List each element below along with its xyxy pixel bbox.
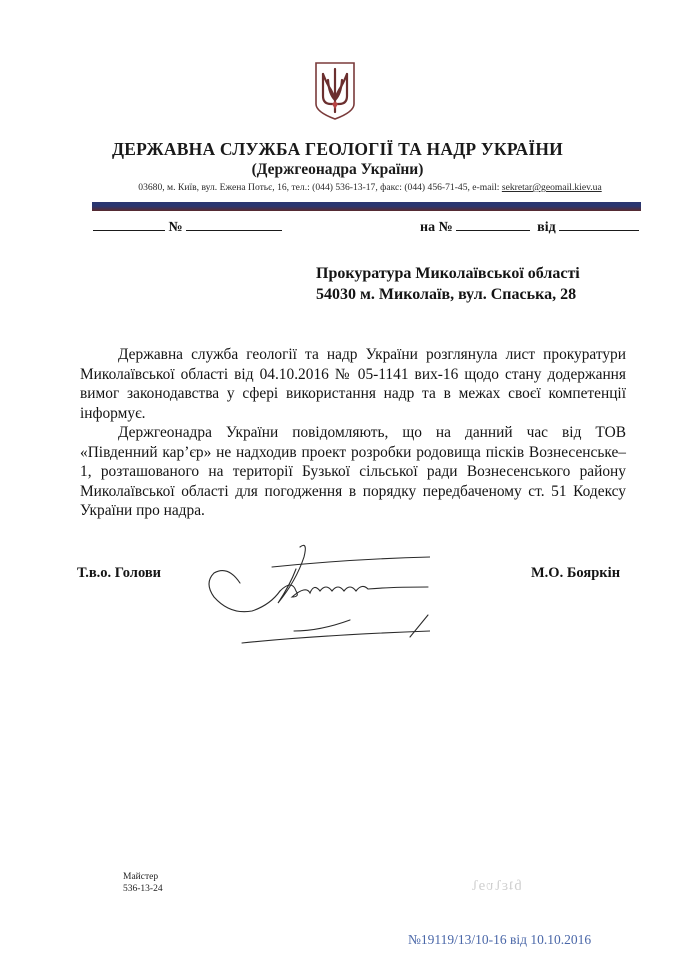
addressee-name: Прокуратура Миколаївської області	[316, 265, 580, 282]
executor-phone: 536-13-24	[123, 884, 163, 894]
signature-image	[200, 535, 430, 650]
signatory-name: М.О. Бояркін	[531, 565, 621, 581]
reply-date-blank-line	[559, 218, 639, 231]
body-paragraph: Державна служба геології та надр України розглянула лист прокуратури Миколаївської області від 04.10.2016 № 05-1141 вих-16 щодо стану додержання вимог законодавства у сфері використання надр та в межах своєї компетенції інформує.	[80, 346, 626, 422]
number-sign: №	[168, 220, 183, 235]
organization-title: ДЕРЖАВНА СЛУЖБА ГЕОЛОГІЇ ТА НАДР УКРАЇНИ	[112, 139, 563, 159]
incoming-registration-stamp: №19119/13/10-16 від 10.10.2016	[408, 932, 592, 947]
paper-bleed-through: ɓʇɛʅʋɘʅ	[470, 878, 522, 894]
organization-contacts	[90, 182, 650, 193]
reply-number-blank-line	[456, 218, 530, 231]
addressee-block	[316, 263, 580, 305]
signatory-title: Т.в.о. Голови	[77, 565, 162, 581]
reply-registration	[420, 218, 639, 236]
number-blank-line	[186, 218, 282, 231]
date-blank-line	[93, 218, 165, 231]
coat-of-arms-icon	[313, 60, 357, 122]
executor-name: Майстер	[123, 872, 159, 882]
letter-body	[80, 345, 626, 521]
addressee-address: 54030 м. Миколаїв, вул. Спаська, 28	[316, 286, 577, 303]
executor-info	[123, 871, 163, 895]
body-paragraph: Держгеонадра України повідомляють, що на данний час від ТОВ «Південний кар’єр» не надходив проект розробки родовища пісків Вознесенське–1, розташованого на території Бузької сільської ради Вознесенського району Миколаївської області для погодження в порядку передбаченому ст. 51 Кодексу України про надра.	[80, 424, 626, 519]
contacts-text: 03680, м. Київ, вул. Ежена Потьє, 16, тел.: (044) 536-13-17, факс: (044) 456-71-45, e-mail:	[138, 182, 502, 193]
from-label: від	[537, 220, 556, 235]
email-link[interactable]: sekretar@geomail.kiev.ua	[501, 182, 602, 193]
organization-short-name: (Держгеонадра України)	[251, 161, 424, 178]
reply-to-label: на №	[420, 220, 453, 235]
header-divider	[92, 202, 641, 211]
outgoing-registration	[93, 218, 282, 236]
